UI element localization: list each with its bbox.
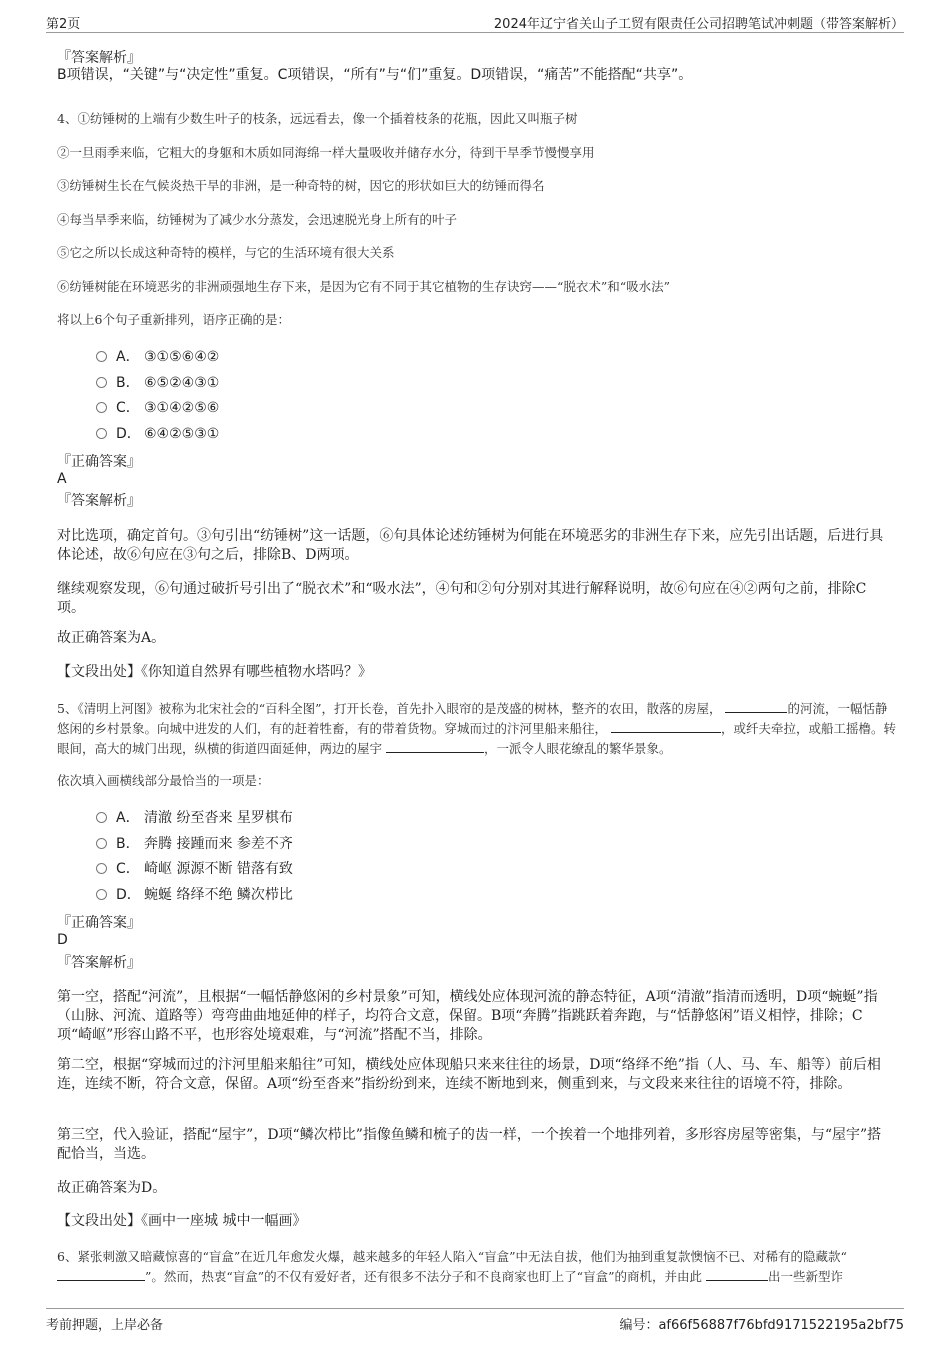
q4-option-a[interactable]: A． ③①⑤⑥④② bbox=[96, 348, 219, 366]
q5-analysis-4: 故正确答案为D。 bbox=[57, 1180, 167, 1196]
q5-option-a[interactable]: A． 清澈 纷至沓来 星罗棋布 bbox=[96, 809, 293, 827]
q4-sentence-1: 4、①纺锤树的上端有少数生叶子的枝条，远远看去，像一个插着枝条的花瓶，因此又叫瓶子树 bbox=[57, 111, 578, 126]
fill-blank-2 bbox=[706, 1268, 768, 1281]
radio-button[interactable] bbox=[96, 812, 107, 823]
page-footer bbox=[0, 1305, 950, 1345]
q4-option-c[interactable]: C． ③①④②⑤⑥ bbox=[96, 399, 219, 417]
answer-analysis-label: 『答案解析』 bbox=[57, 50, 141, 66]
header-divider bbox=[46, 32, 904, 33]
q5-option-b[interactable]: B． 奔腾 接踵而来 参差不齐 bbox=[96, 835, 293, 853]
q5-analysis-1: 第一空，搭配“河流”，且根据“一幅恬静悠闲的乡村景象”可知，横线处应体现河流的静态特征，A项“清澈”指清而透明，D项“蜿蜒”指（山脉、河流、道路等）弯弯曲曲地延伸的样子，均符合文意，保留。B项“奔腾”指跳跃着奔跑，与“恬静悠闲”语义相悖，排除；C项“崎岖”形容山路不平，也形容处境艰难，与“河流”搭配不当，排除。 bbox=[57, 989, 878, 1043]
correct-answer-label: 『正确答案』 bbox=[57, 915, 141, 931]
fill-blank-3 bbox=[386, 740, 484, 753]
q3-analysis: B项错误，“关键”与“决定性”重复。C项错误，“所有”与“们”重复。D项错误，“痛苦”不能搭配“共享”。 bbox=[57, 67, 693, 83]
radio-button[interactable] bbox=[96, 838, 107, 849]
q4-sentence-3: ③纺锤树生长在气候炎热干旱的非洲，是一种奇特的树，因它的形状如巨大的纺锤而得名 bbox=[57, 178, 545, 193]
q5-analysis-3: 第三空，代入验证，搭配“屋宇”，D项“鳞次栉比”指像鱼鳞和梳子的齿一样，一个挨着一个地排列着，多形容房屋等密集，与“屋宇”搭配恰当，当选。 bbox=[57, 1127, 882, 1162]
radio-button[interactable] bbox=[96, 428, 107, 439]
q5-prompt: 依次填入画横线部分最恰当的一项是： bbox=[57, 773, 270, 788]
q6-passage: 6、紧张刺激又暗藏惊喜的“盲盒”在近几年愈发火爆，越来越多的年轻人陷入“盲盒”中无法自拔，他们为抽到重复款懊恼不已、对稀有的隐藏款“ ”。然而，热衷“盲盒”的不仅有爱好者，还有很多不法分子和不良商家也盯上了“盲盒”的商机，并由此 出一些新型诈 bbox=[57, 1249, 847, 1284]
q5-option-d[interactable]: D． 蜿蜒 络绎不绝 鳞次栉比 bbox=[96, 886, 293, 904]
q5-passage: 5、《清明上河图》被称为北宋社会的“百科全图”，打开长卷，首先扑入眼帘的是茂盛的树林，整齐的农田，散落的房屋， 的河流，一幅恬静悠闲的乡村景象。向城中进发的人们，有的赶着牲畜，有的带着货物。穿城而过的汴河里船来船往， ，或纤夫牵拉，或船工摇橹。转眼间，高大的城门出现，纵横的街道四面延伸，两边的屋宇 ，一派令人眼花缭乱的繁华景象。 bbox=[57, 701, 897, 756]
q4-prompt: 将以上6个句子重新排列，语序正确的是： bbox=[57, 312, 290, 327]
radio-button[interactable] bbox=[96, 402, 107, 413]
q5-answer: D bbox=[57, 932, 68, 948]
footer-divider bbox=[46, 1308, 904, 1309]
radio-button[interactable] bbox=[96, 889, 107, 900]
fill-blank-1 bbox=[725, 700, 787, 713]
q5-source: 【文段出处】《画中一座城 城中一幅画》 bbox=[57, 1213, 307, 1229]
q5-option-c[interactable]: C． 崎岖 源源不断 错落有致 bbox=[96, 860, 293, 878]
q4-option-d[interactable]: D． ⑥④②⑤③① bbox=[96, 425, 219, 443]
radio-button[interactable] bbox=[96, 351, 107, 362]
correct-answer-label: 『正确答案』 bbox=[57, 454, 141, 470]
answer-analysis-label: 『答案解析』 bbox=[57, 955, 141, 971]
q4-analysis-1: 对比选项，确定首句。③句引出“纺锤树”这一话题，⑥句具体论述纺锤树为何能在环境恶劣的非洲生存下来，应先引出话题，后进行具体论述，故⑥句应在③句之后，排除B、D两项。 bbox=[57, 528, 884, 563]
page-number: 第2页 bbox=[46, 17, 81, 32]
document-title: 2024年辽宁省关山子工贸有限责任公司招聘笔试冲刺题（带答案解析） bbox=[493, 17, 904, 32]
q5-analysis-2: 第二空，根据“穿城而过的汴河里船来船往”可知，横线处应体现船只来来往往的场景，D项“络绎不绝”指（人、马、车、船等）前后相连，连续不断，符合文意，保留。A项“纷至沓来”指纷纷到来，连续不断地到来，侧重到来，与文段来来往往的语境不符，排除。 bbox=[57, 1057, 881, 1092]
q4-sentence-5: ⑤它之所以长成这种奇特的模样，与它的生活环境有很大关系 bbox=[57, 245, 395, 260]
q4-answer: A bbox=[57, 471, 67, 487]
document-id: 编号：af66f56887f76bfd9171522195a2bf75 bbox=[619, 1318, 904, 1333]
answer-analysis-label: 『答案解析』 bbox=[57, 493, 141, 509]
q4-sentence-4: ④每当旱季来临，纺锤树为了减少水分蒸发，会迅速脱光身上所有的叶子 bbox=[57, 212, 458, 227]
radio-button[interactable] bbox=[96, 377, 107, 388]
q4-analysis-2: 继续观察发现，⑥句通过破折号引出了“脱衣术”和“吸水法”，④句和②句分别对其进行解释说明，故⑥句应在④②两句之前，排除C项。 bbox=[57, 581, 867, 616]
page-header bbox=[0, 0, 950, 34]
q4-sentence-6: ⑥纺锤树能在环境恶劣的非洲顽强地生存下来，是因为它有不同于其它植物的生存诀窍——“脱衣术”和“吸水法” bbox=[57, 279, 671, 294]
radio-button[interactable] bbox=[96, 863, 107, 874]
fill-blank-1 bbox=[57, 1268, 145, 1281]
q4-analysis-3: 故正确答案为A。 bbox=[57, 630, 166, 646]
footer-slogan: 考前押题，上岸必备 bbox=[46, 1318, 164, 1333]
q4-sentence-2: ②一旦雨季来临，它粗大的身躯和木质如同海绵一样大量吸收并储存水分，待到干旱季节慢慢享用 bbox=[57, 145, 595, 160]
q4-option-b[interactable]: B． ⑥⑤②④③① bbox=[96, 374, 219, 392]
fill-blank-2 bbox=[611, 720, 721, 733]
q4-source: 【文段出处】《你知道自然界有哪些植物水塔吗？》 bbox=[57, 664, 372, 680]
